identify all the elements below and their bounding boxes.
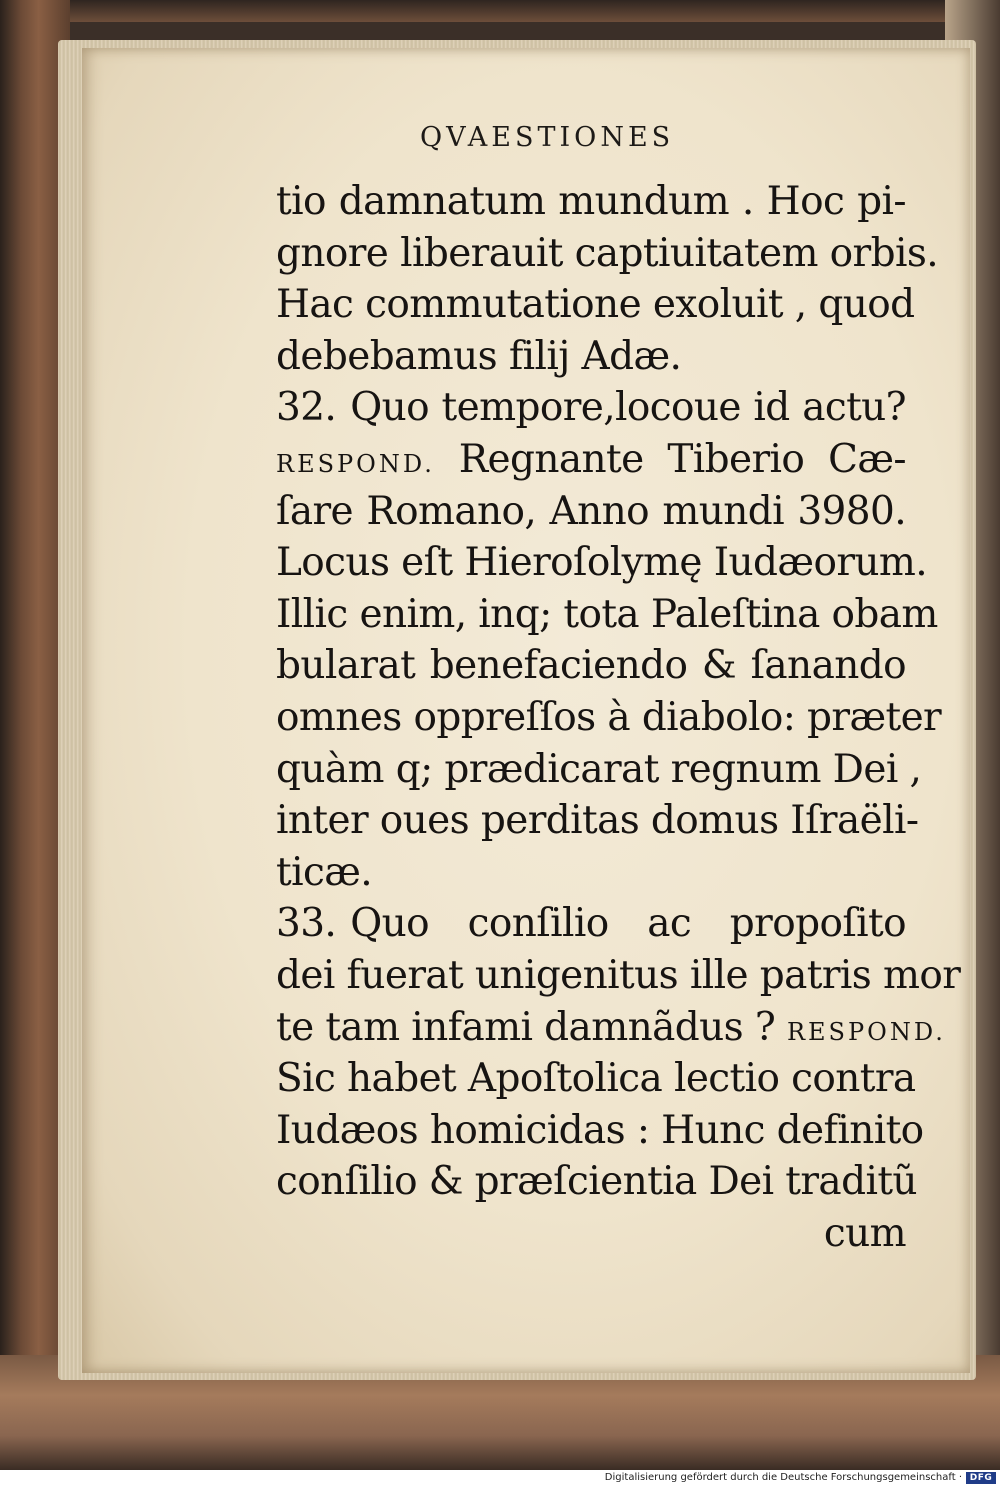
text-line: te tam infami damnãdus ? RESPOND.: [276, 1004, 946, 1050]
text-line: RESPOND. Regnante Tiberio Cæ-: [276, 436, 906, 482]
text-line: ticæ.: [276, 849, 373, 895]
text-line: debebamus filij Adæ.: [276, 333, 682, 379]
text-line: ſare Romano, Anno mundi 3980.: [276, 488, 906, 534]
text-line: Sic habet Apoſtolica lectio contra: [276, 1056, 916, 1102]
catchword: cum: [823, 1210, 906, 1256]
footer-bar: [0, 1470, 1000, 1487]
text-line: omnes oppreſſos à diabolo: præter: [276, 694, 942, 740]
text-line: conſilio & præſcientia Dei traditũ: [276, 1159, 917, 1205]
text-line: quàm q; prædicarat regnum Dei ,: [276, 746, 922, 792]
text-line: Locus eſt Hieroſolymę Iudæorum.: [276, 540, 928, 586]
text-line: dei fuerat unigenitus ille patris mor: [276, 952, 961, 998]
running-head: QVAESTIONES: [420, 122, 675, 153]
respond-label: RESPOND.: [276, 449, 435, 478]
text-line: inter oues perditas domus Iſraëli-: [276, 798, 919, 844]
respond-label: RESPOND.: [786, 1017, 946, 1046]
text-line: Iudæos homicidas : Hunc definito: [276, 1107, 924, 1153]
text-line: Illic enim, inq; tota Paleſtina obam: [276, 591, 938, 637]
binding-top: [0, 0, 1000, 22]
text-line: tio damnatum mundum . Hoc pi-: [276, 179, 906, 224]
text-block: [276, 176, 961, 1259]
question-number: 33.: [276, 901, 337, 947]
question-number: 32.: [276, 385, 337, 431]
dfg-logo: DFG: [966, 1472, 996, 1484]
funding-credit: Digitalisierung gefördert durch die Deutsche Forschungsgemeinschaft ·: [604, 1472, 962, 1483]
text-line: gnore liberauit captiuitatem orbis.: [276, 230, 939, 276]
text-line: Hac commutatione exoluit , quod: [276, 282, 915, 328]
question-line: 33. Quo conſilio ac propoſito: [276, 901, 906, 947]
question-line: 32. Quo tempore,locoue id actu?: [276, 385, 906, 431]
text-line: bularat benefaciendo & ſanando: [276, 643, 906, 689]
